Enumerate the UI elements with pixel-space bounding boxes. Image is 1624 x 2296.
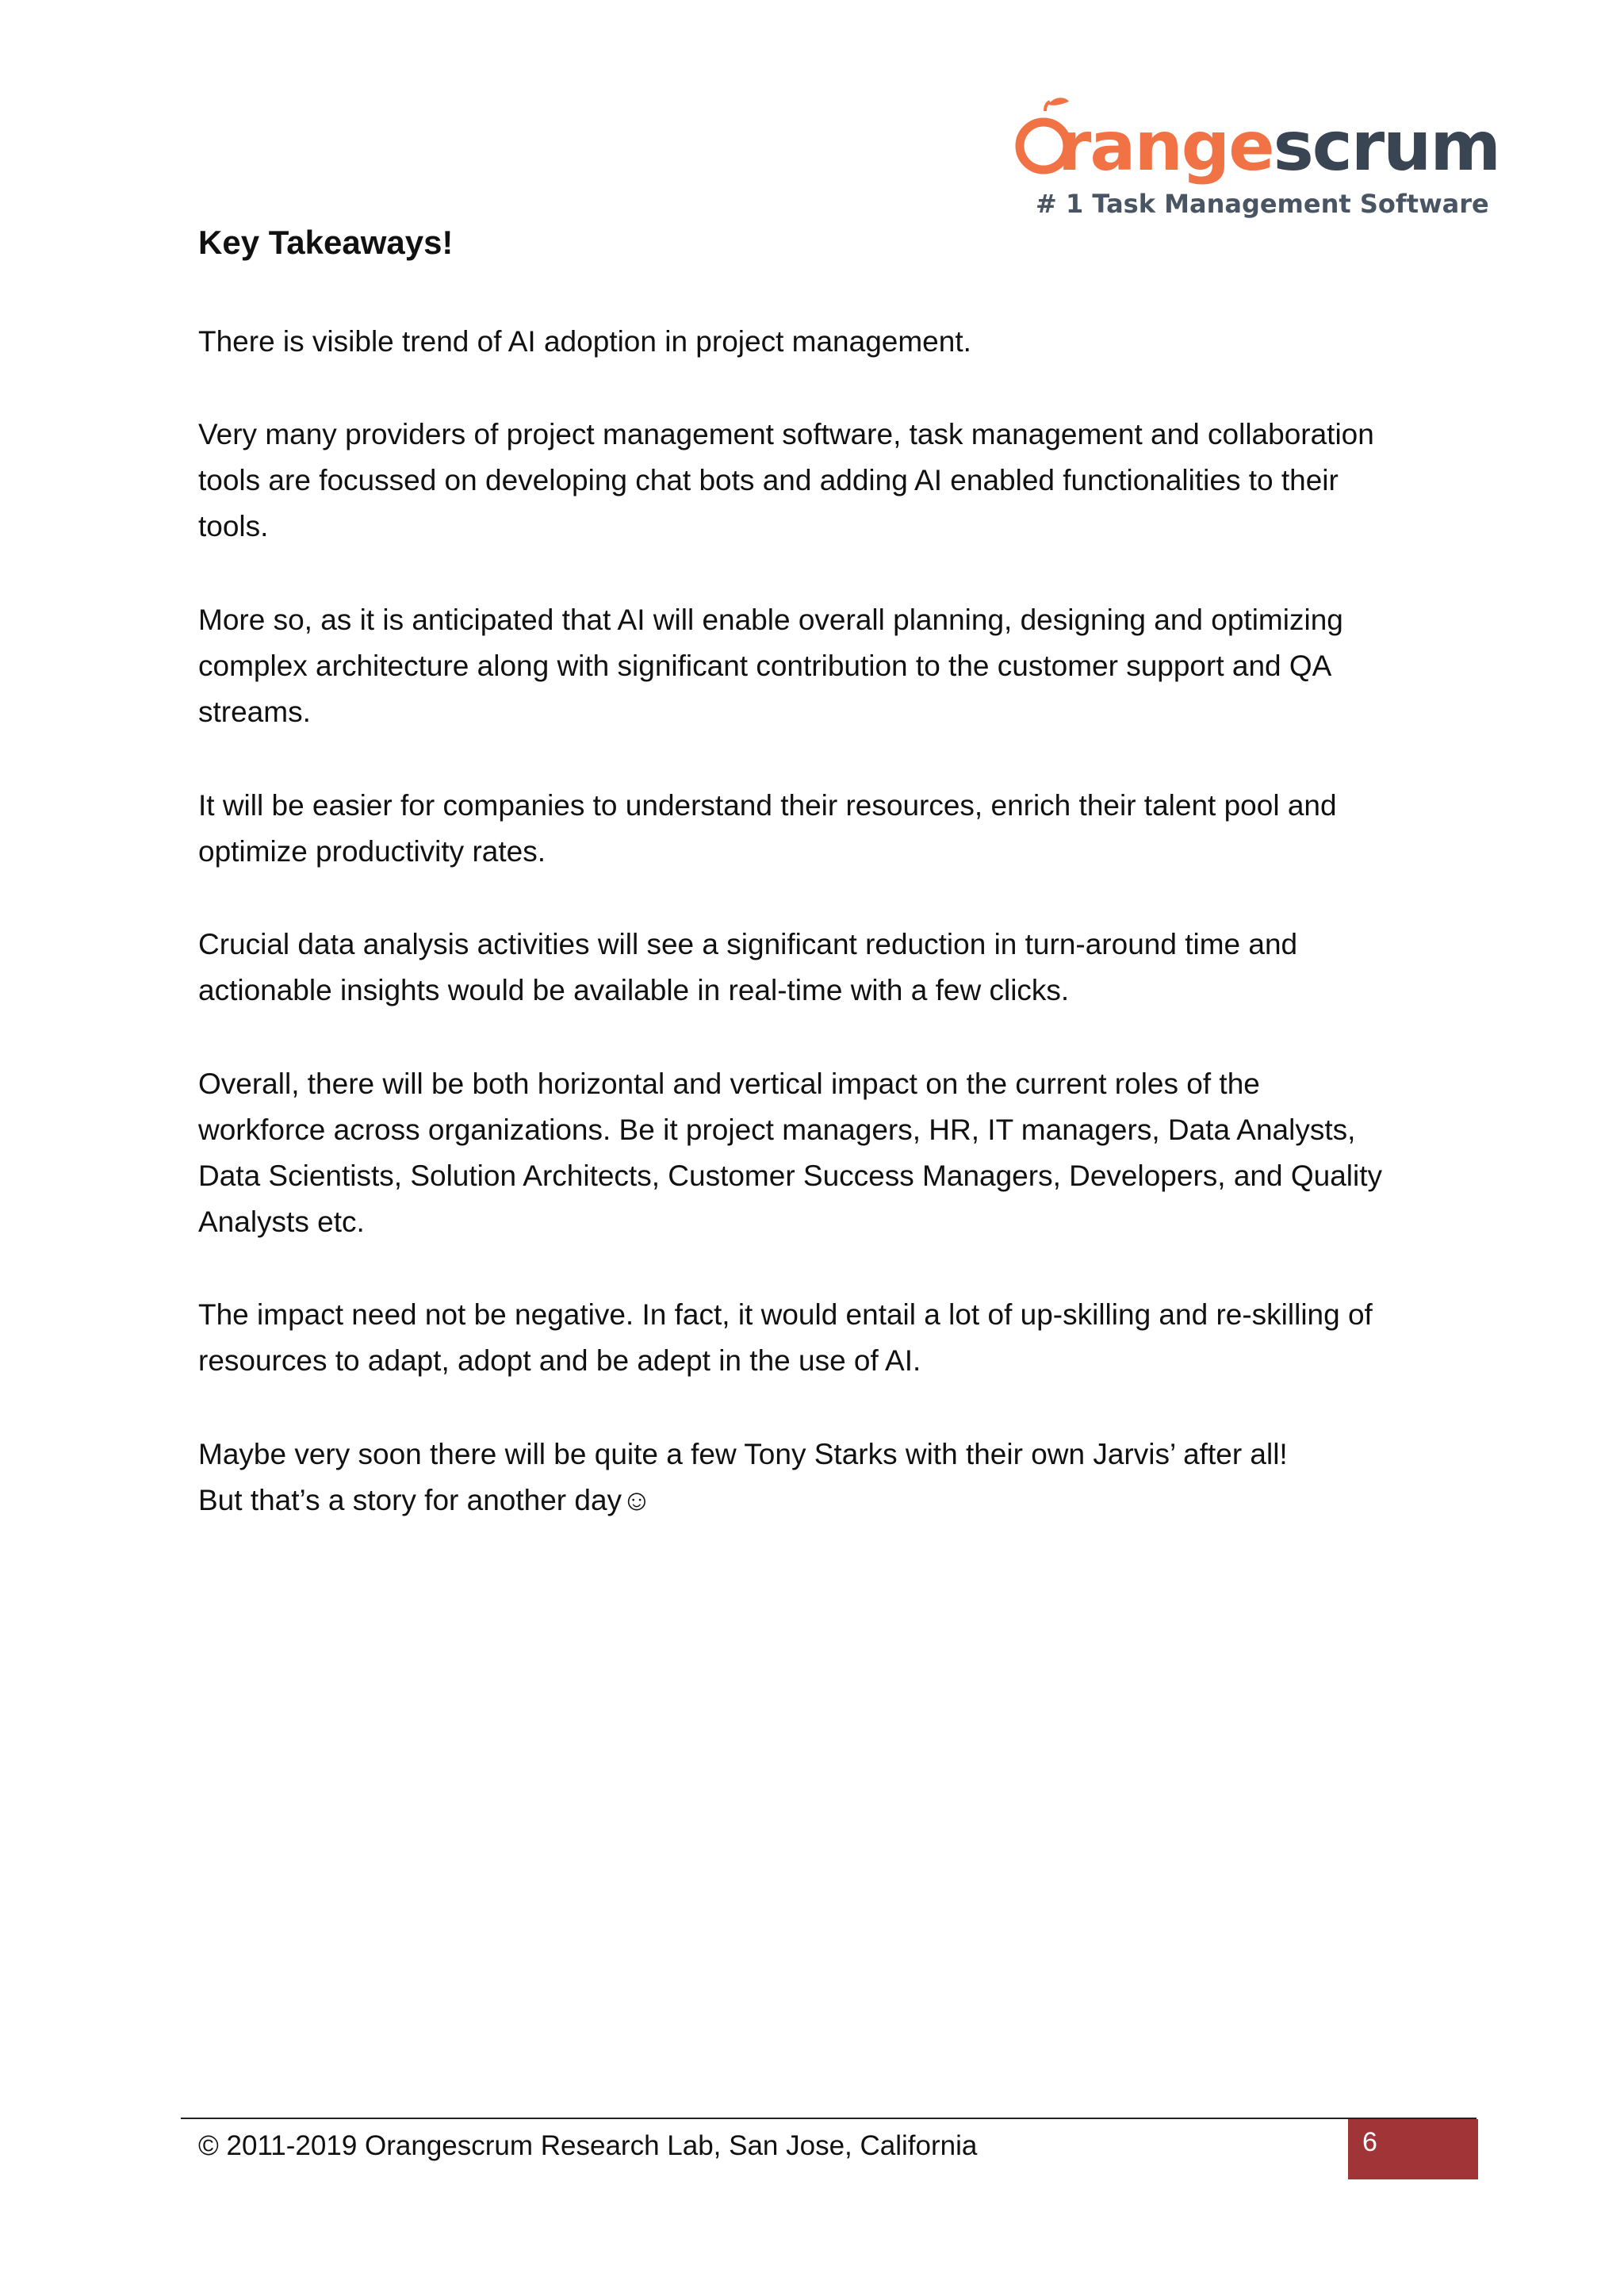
text-line: More so, as it is anticipated that AI will enable overall planning, designing and optimizing <box>198 604 1343 636</box>
logo-word-orange: range <box>1058 107 1274 186</box>
text-line: tools are focussed on developing chat bots and adding AI enabled functionalities to their <box>198 464 1339 496</box>
paragraph <box>198 1292 1435 1384</box>
page-number: 6 <box>1362 2127 1377 2157</box>
paragraph <box>198 1061 1435 1245</box>
paragraph <box>198 319 1435 365</box>
paragraph <box>198 922 1435 1014</box>
text-line: There is visible trend of AI adoption in project management. <box>198 325 971 358</box>
logo-word-dark: scrum <box>1273 107 1500 186</box>
text-line: optimize productivity rates. <box>198 835 546 868</box>
text-line: Crucial data analysis activities will see a significant reduction in turn-around time and <box>198 928 1298 960</box>
text-line: Data Scientists, Solution Architects, Customer Success Managers, Developers, and Quality <box>198 1159 1383 1192</box>
footer-copyright: © 2011-2019 Orangescrum Research Lab, San Jose, California <box>198 2130 978 2161</box>
text-line: Analysts etc. <box>198 1205 365 1238</box>
text-line: Overall, there will be both horizontal and vertical impact on the current roles of the <box>198 1068 1260 1100</box>
paragraph <box>198 412 1435 550</box>
paragraph <box>198 1432 1435 1524</box>
logo-tagline: # 1 Task Management Software <box>1036 189 1489 219</box>
text-line: resources to adapt, adopt and be adept in the use of AI. <box>198 1344 921 1377</box>
text-line: Maybe very soon there will be quite a few Tony Starks with their own Jarvis’ after all! <box>198 1438 1288 1470</box>
paragraph <box>198 783 1435 875</box>
paragraph <box>198 597 1435 735</box>
text-line: The impact need not be negative. In fact, it would entail a lot of up-skilling and re-skilling of <box>198 1298 1373 1331</box>
orangescrum-logo <box>1013 94 1500 228</box>
text-line: actionable insights would be available in real-time with a few clicks. <box>198 974 1070 1006</box>
text-line: It will be easier for companies to understand their resources, enrich their talent pool and <box>198 789 1337 822</box>
text-line: workforce across organizations. Be it project managers, HR, IT managers, Data Analysts, <box>198 1114 1356 1146</box>
text-line: streams. <box>198 696 311 728</box>
page-number-box <box>1348 2119 1478 2179</box>
page-heading: Key Takeaways! <box>198 224 454 261</box>
text-line: tools. <box>198 510 269 542</box>
text-line: But that’s a story for another day☺ <box>198 1484 652 1516</box>
text-line: Very many providers of project management software, task management and collaboration <box>198 418 1374 450</box>
footer-divider <box>181 2118 1477 2119</box>
logo-wordmark <box>1013 107 1500 186</box>
text-line: complex architecture along with significant contribution to the customer support and QA <box>198 650 1332 682</box>
